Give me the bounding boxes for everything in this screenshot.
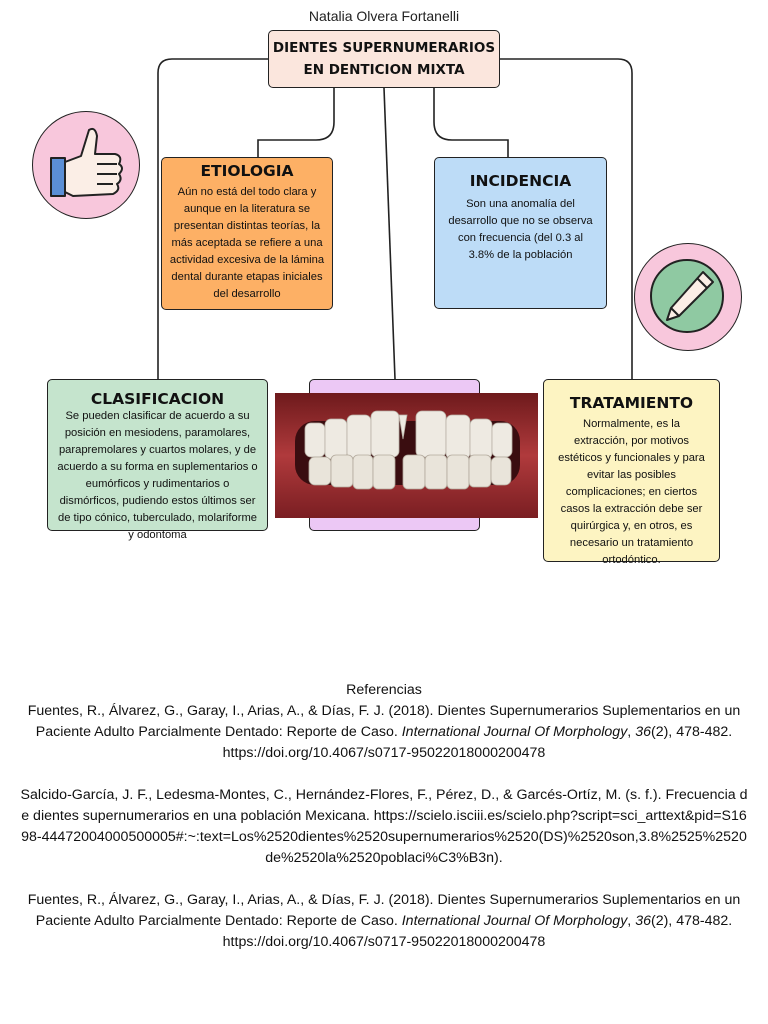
- clasificacion-box: [47, 379, 268, 541]
- incidencia-text: Son una anomalía del desarrollo que no se observa con frecuencia (del 0.3 al 3.8% de la población: [448, 198, 593, 261]
- reference-1-text: Fuentes, R., Álvarez, G., Garay, I., Arias, A., & Días, F. J. (2018). Dientes Supernumerarios Suplementarios en un Paciente Adulto Parcialmente Dentado: Reporte de Caso.: [27, 703, 741, 740]
- reference-3-sep: ,: [627, 913, 636, 929]
- thumbs-up-icon: [33, 112, 138, 217]
- reference-3-journal: International Journal Of Morphology: [401, 913, 628, 929]
- teeth-photo: [275, 393, 538, 518]
- etiologia-box: [161, 157, 333, 310]
- reference-3-text: Fuentes, R., Álvarez, G., Garay, I., Arias, A., & Días, F. J. (2018). Dientes Supernumerarios Suplementarios en un Paciente Adulto Parcialmente Dentado: Reporte de Caso.: [27, 892, 741, 929]
- reference-1-journal: International Journal Of Morphology: [401, 724, 628, 740]
- tratamiento-box: [543, 379, 720, 566]
- incidencia-box: [434, 157, 607, 309]
- reference-2: Salcido-García, J. F., Ledesma-Montes, C., Hernández-Flores, F., Pérez, D., & Garcés-Ortíz, M. (s. f.). Frecuencia de dientes supernumerarios en una población Mexicana. https://scielo.isciii.es/scielo.php?script=sci_arttext&pid=S1698-44472004000500005#:~:text=Los%2520dientes%2520supernumerarios%2520(DS)%2520son,3.8%2525%2520de%2520la%2520poblaci%C3%B3n).: [20, 787, 748, 866]
- tratamiento-text: Normalmente, es la extracción, por motivos estéticos y funcionales y para evitar las posibles complicaciones; en ciertos casos la extracción debe ser quirúrgica y, en otros, es necesario un tratamiento ortodóntico.: [558, 418, 705, 566]
- reference-1-pages: (2), 478-482. https://doi.org/10.4067/s0717-95022018000200478: [222, 724, 733, 761]
- reference-3-volume: 36: [635, 913, 651, 929]
- clasificacion-heading: CLASIFICACION: [90, 390, 225, 408]
- author-name: Natalia Olvera Fortanelli: [308, 8, 460, 24]
- clasificacion-text: Se pueden clasificar de acuerdo a su posición en mesiodens, paramolares, parapremolares y cuartos molares, y de acuerdo a su forma en suplementarios o eumórficos y rudimentarios o dismórficos, pudiendo estos últimos ser de tipo cónico, tuberculado, molariforme y odontoma: [57, 410, 258, 541]
- reference-1-volume: 36: [635, 724, 651, 740]
- thumbs-up-circle: [32, 111, 140, 219]
- reference-1: [20, 701, 748, 764]
- incidencia-heading: INCIDENCIA: [469, 172, 572, 190]
- reference-3: [20, 890, 748, 953]
- main-title: DIENTES SUPERNUMERARIOS EN DENTICION MIXTA: [268, 30, 500, 88]
- reference-3-pages: (2), 478-482. https://doi.org/10.4067/s0717-95022018000200478: [222, 913, 733, 950]
- references-heading: Referencias: [346, 682, 422, 698]
- etiologia-heading: ETIOLOGIA: [200, 162, 294, 180]
- references-section: [20, 680, 748, 953]
- pencil-circle: [634, 243, 742, 351]
- etiologia-text: Aún no está del todo clara y aunque en la literatura se presentan distintas teorías, la más aceptada se refiere a una actividad excesiva de la lámina dental durante etapas iniciales del desarrollo: [169, 186, 325, 300]
- reference-1-sep: ,: [627, 724, 636, 740]
- pencil-icon: [635, 244, 740, 349]
- tratamiento-heading: TRATAMIENTO: [569, 394, 694, 412]
